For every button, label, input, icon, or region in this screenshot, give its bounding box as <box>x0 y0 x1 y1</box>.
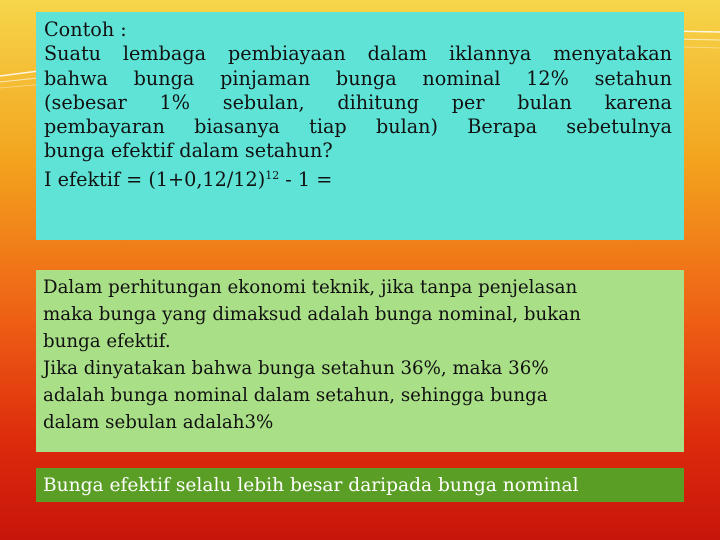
example-line-1: Suatu lembaga pembiayaan dalam iklannya menyatakan <box>44 42 672 66</box>
note-line-3: bunga efektif. <box>43 331 171 352</box>
note-line-5: adalah bunga nominal dalam setahun, sehingga bunga <box>43 385 548 406</box>
note-line-4: Jika dinyatakan bahwa bunga setahun 36%, maka 36% <box>43 358 549 379</box>
formula-exponent: 12 <box>265 168 280 182</box>
example-line-2: bahwa bunga pinjaman bunga nominal 12% setahun <box>44 66 672 90</box>
formula-rhs: - 1 = <box>279 167 333 191</box>
formula-lhs: I efektif = (1+0,12/12) <box>44 167 266 191</box>
note-line-1: Dalam perhitungan ekonomi teknik, jika tanpa penjelasan <box>43 277 578 298</box>
note-line-2: maka bunga yang dimaksud adalah bunga nominal, bukan <box>43 304 581 325</box>
effective-rate-formula <box>44 164 672 192</box>
note-line-6: dalam sebulan adalah3% <box>43 412 274 433</box>
conclusion-box <box>36 468 684 502</box>
example-line-5: bunga efektif dalam setahun? <box>44 139 333 163</box>
conclusion-text: Bunga efektif selalu lebih besar daripada bunga nominal <box>43 475 579 496</box>
example-line-4: pembayaran biasanya tiap bulan) Berapa sebetulnya <box>44 115 672 139</box>
note-box <box>36 270 684 452</box>
example-line-3: (sebesar 1% sebulan, dihitung per bulan karena <box>44 90 672 114</box>
example-heading: Contoh : <box>44 18 127 41</box>
example-box <box>36 12 684 240</box>
